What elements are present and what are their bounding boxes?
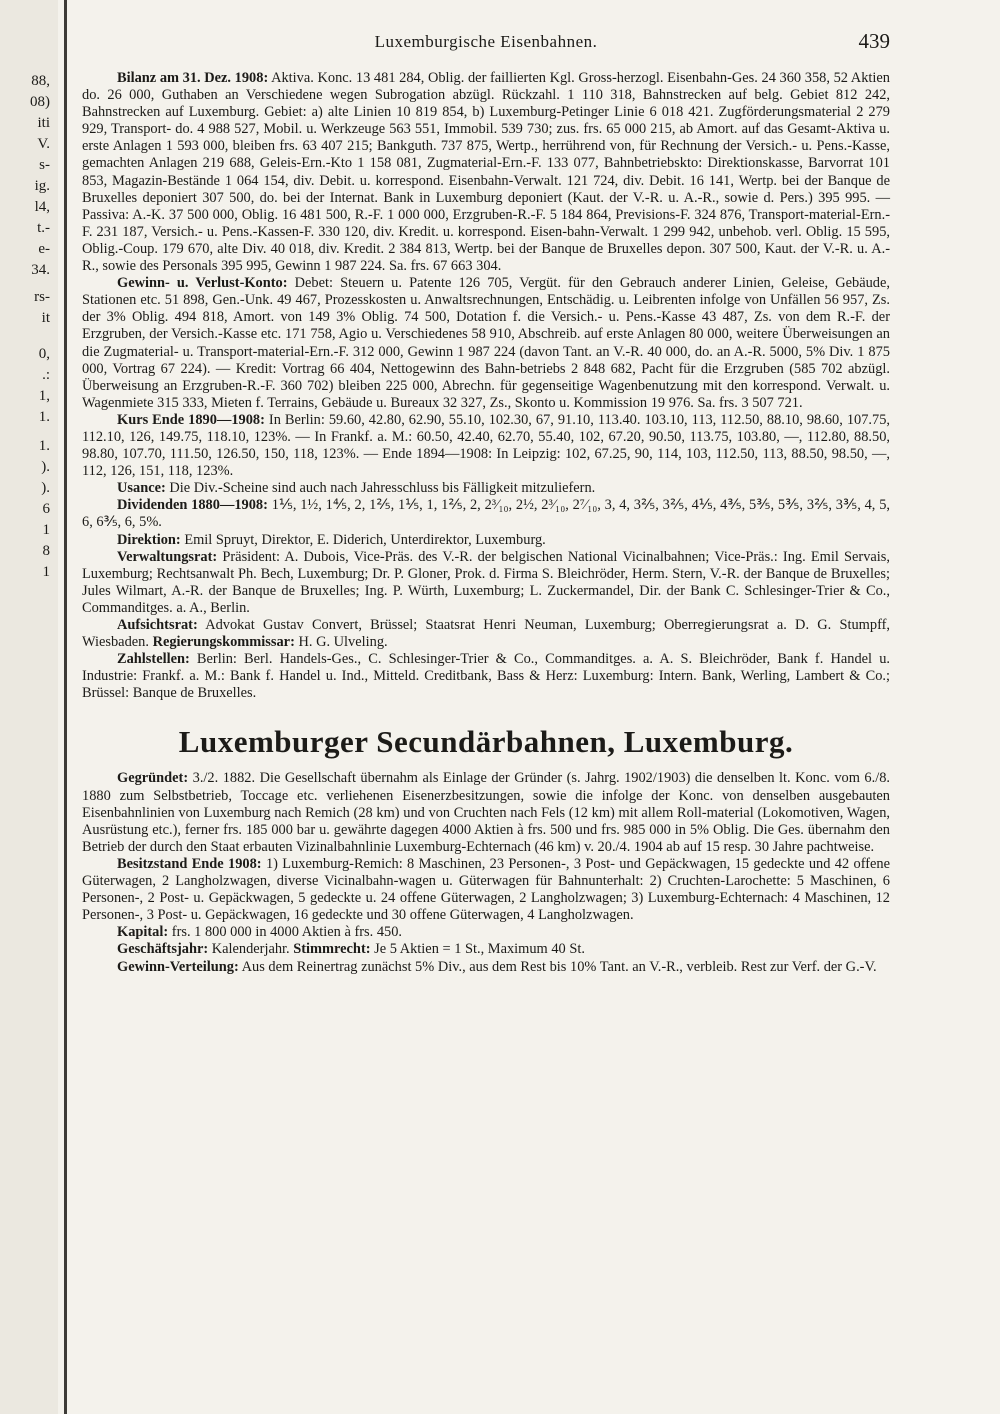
label-dividenden: Dividenden 1880—1908:	[117, 497, 268, 514]
margin-fragment: 1.	[38, 438, 50, 454]
text-kapital: frs. 1 800 000 in 4000 Aktien à frs. 450.	[171, 924, 403, 941]
margin-fragment: 1	[42, 564, 50, 580]
margin-fragment: .:	[42, 367, 50, 383]
margin-fragment: ).	[41, 480, 50, 496]
margin-fragment: iti	[37, 115, 50, 131]
text-usance: Die Div.-Scheine sind auch nach Jahresschluss bis Fälligkeit mitzuliefern.	[169, 480, 596, 497]
text-gegruendet: 3./2. 1882. Die Gesellschaft übernahm als Einlage der Gründer (s. Jahrg. 1902/1903) die denselben lt. Konc. vom 6./8. 1880 zum Selbstbetrieb, Toccage etc. verliehenen Eisenerzbesitzungen, sowie die infolge der Konc. von denselben ausgebauten Eisenbahnlinien von Luxemburg nach Remich (28 km) und von Cruchten nach Fels (12 km) mit allem Roll-material (Lokomotiven, Wagen, Ausrüstung etc.), ferner frs. 185 000 bar u. gewährte dagegen 4000 Aktien à frs. 500 und frs. 985 000 in 5% Oblig. Die Ges. übernahm den Betrieb der durch den Staat erbauten Vizinalbahnlinie Luxemburg-Echternach (46 km) v. 20./4. 1904 ab auf 15 resp. 30 Jahre pachtweise.	[82, 770, 890, 855]
company-heading: Luxemburger Secundärbahnen, Luxemburg.	[178, 724, 794, 760]
label-gewinn-verteilung: Gewinn-Verteilung:	[117, 958, 239, 975]
paragraph-aufsichtsrat	[82, 617, 890, 651]
margin-fragment: s-	[39, 157, 50, 173]
paragraph-gewinn-verlust	[82, 275, 890, 412]
margin-fragment: ig.	[34, 178, 50, 194]
paragraph-verwaltungsrat	[82, 549, 890, 617]
text-verwaltungsrat: Präsident: A. Dubois, Vice-Präs. des V.-R. der belgischen National Vicinalbahnen; Vice-Präs.: Ing. Emil Servais, Luxemburg; Rechtsanwalt Ph. Bech, Luxemburg; Dr. P. Gloner, Prok. d. Firma S. Bleichröder, Herm. Stern, V.-R. der Banque de Bruxelles; Jules Wilmart, A.-R. der Banque de Bruxelles; Ing. P. Würth, Luxemburg; L. Zuckermandel, Dir. der Bank C. Schlesinger-Trier & Co., Commanditges. a. A., Berlin.	[82, 548, 891, 616]
text-direktion: Emil Spruyt, Direktor, E. Diderich, Unterdirektor, Luxemburg.	[184, 531, 546, 548]
margin-fragment: 6	[42, 501, 50, 517]
page-header	[82, 29, 890, 62]
label-usance: Usance:	[117, 480, 166, 497]
label-gegruendet: Gegründet:	[117, 770, 189, 787]
margin-fragment: V.	[37, 136, 50, 152]
running-title: Luxemburgische Eisenbahnen.	[374, 32, 598, 51]
margin-fragment: 34.	[31, 262, 50, 278]
text-gewinn-verteilung: Aus dem Reinertrag zunächst 5% Div., aus dem Rest bis 10% Tant. an V.-R., verbleib. Rest zur Verf. der G.-V.	[241, 958, 877, 975]
label-besitzstand: Besitzstand Ende 1908:	[117, 855, 262, 872]
label-verwaltungsrat: Verwaltungsrat:	[117, 548, 218, 565]
label-aufsichtsrat: Aufsichtsrat:	[117, 617, 198, 633]
paragraph-kurs	[82, 412, 890, 480]
text-besitzstand: 1) Luxemburg-Remich: 8 Maschinen, 23 Personen-, 3 Post- und Gepäckwagen, 15 gedeckte und 42 offene Güterwagen, 2 Langholzwagen, diverse Vicinalbahn-wagen u. Güterwagen für Bahnunterhalt: 2) Cruchten-Larochette: 5 Maschinen, 6 Personen-, 2 Post- u. Gepäckwagen, 5 gedeckte u. 24 offene Güterwagen, 2 Langholzwagen; 3) Luxemburg-Echternach: 4 Maschinen, 12 Personen-, 3 Post- u. Gepäckwagen, 16 gedeckte und 30 offene Güterwagen, 4 Langholzwagen.	[82, 855, 891, 924]
section-luxemburgische-eisenbahnen	[82, 70, 890, 702]
margin-fragment: 1,	[38, 388, 50, 404]
page-binding-edge	[64, 0, 67, 1414]
margin-fragment: it	[41, 310, 50, 326]
paragraph-bilanz	[82, 70, 890, 275]
text-kurs: In Berlin: 59.60, 42.80, 62.90, 55.10, 102.30, 67, 91.10, 113.40. 103.10, 113, 112.50, 88.10, 98.60, 107.75, 112.10, 126, 149.75, 118.10, 123%. — In Frankf. a. M.: 60.50, 42.40, 62.70, 55.40, 102, 67.20, 90.50, 113.75, 103.80, —, 112.80, 88.50, 98.80, 107.70, 111.50, 126.50, 150, 118, 123%. — Ende 1894—1908: In Leipzig: 102, 67.25, 90, 114, 103, 112.50, 113, 88.50, 98.50, —, 112, 126, 151, 118, 123%.	[82, 411, 890, 480]
margin-fragment: 1	[42, 522, 50, 538]
label-geschaeftsjahr: Geschäftsjahr:	[117, 941, 209, 958]
margin-fragment: l4,	[34, 199, 50, 215]
paragraph-gewinn-verteilung	[82, 959, 890, 976]
margin-fragment: 88,	[31, 73, 50, 89]
text-regierungskommissar: H. G. Ulveling.	[298, 634, 388, 651]
label-kurs: Kurs Ende 1890—1908:	[117, 411, 265, 428]
label-kapital: Kapital:	[117, 924, 169, 941]
margin-fragment: e-	[38, 241, 50, 257]
text-gewinn-verlust: Debet: Steuern u. Patente 126 705, Vergüt. für den Gebrauch anderer Linien, Geleise, Gebäude, Stationen etc. 51 898, Gen.-Unk. 49 467, Prozesskosten u. Anwaltsrechnungen, Entschädig. u. Leibrenten infolge von Unfällen 56 957, Zs. der 3% Oblig. 494 818, Amort. von 149 3% Oblig. 74 500, Dotation f. die Versich.- u. Pens.-Kasse 43 487, Zs. von dem R.-F. der Erzgruben, der Versich.-Kasse etc. 171 758, Agio u. Verschiedenes 58 910, Abschreib. auf erste Anlagen 80 000, weitere Überweisungen an die Zugmaterial- u. Transport-material-Ern.-F. 312 000, Gewinn 1 987 224 (davon Tant. an V.-R. 40 000, do. an A.-R. 5000, 5% Div. 1 875 000, Vortrag 67 224). — Kredit: Vortrag 66 404, Nettogewinn des Bahn-betriebs 2 848 682, Pacht für die Erzgruben (585 702 abzügl. Überweisung an Erzgruben-R.-F. 360 702) bleiben 225 000, Abrechn. für gegenseitige Wagenbenutzung mit den korrespond. Verwalt. u. Wagenmiete 315 333, Mieten f. Terrains, Gebäude u. Bureaux 32 327, Zs., Skonto u. Kommission 19 976. Sa. frs. 3 507 721.	[82, 275, 890, 411]
facing-page-margin	[0, 0, 58, 1414]
text-bilanz: Aktiva. Konc. 13 481 284, Oblig. der faillierten Kgl. Gross-herzogl. Eisenbahn-Ges. 24 360 358, 52 Aktien do. 26 000, Guthaben an Verschiedene wegen Subrogation abzügl. Rückzahl. 1 110 318, Bahnstrecken auf belg. Gebiet 812 242, Bahnstrecken auf Luxemburg. Gebiet: a) alte Linien 10 819 854, b) Luxemburg-Petinger Linie 6 018 421. Zugförderungsmaterial 2 279 929, Transport- do. 4 988 527, Mobil. u. Werkzeuge 563 551, Immobil. 539 730; zus. frs. 65 000 215, ab Amort. auf das Gesamt-Aktiva u. erste Anlagen 1 593 000, bleiben frs. 63 407 215; Bankguth. 737 875, Wertp., herrührend von, für Rechnung der Versich.- u. Pens.-Kasse, gemachten Anlagen 219 688, Geleis-Ern.-Kto 1 158 081, Zugmaterial-Ern.-F. 133 077, Bahnbetriebskto: Direktionskasse, Barvorrat 101 853, Magazin-Bestände 1 064 154, div. Debit. u. korrespond. Eisenbahn-Verwalt. 121 724, div. Debit. 16 141, Wertp. bei der Banque de Bruxelles deponiert 307 500, do. bei der Internat. Bank in Luxemburg deponiert (Kaut. der V.-R. u. A.-R., sowie d. Pers.) 395 995. — Passiva: A.-K. 37 500 000, Oblig. 16 481 500, R.-F. 1 000 000, Erzgruben-R.-F. 5 184 864, Previsions-F. 324 876, Transport-material-Ern.-F. 231 187, Versich.- u. Pens.-Kassen-F. 330 120, div. Kredit. u. korrespond. Eisen-bahn-Verwalt. 1 299 942, unbehob. verl. Oblig. 15 595, Oblig.-Coup. 179 670, alte Div. 40 018, div. Kredit. 2 384 813, Wertp. bei der Banque de Bruxelles depon. 307 500, Kaut. der V.-R. u. A.-R., sowie des Personals 395 995, Gewinn 1 987 224. Sa. frs. 67 663 304.	[82, 70, 890, 275]
text-aufsichtsrat: Advokat Gustav Convert, Brüssel; Staatsrat Henri Neuman, Luxemburg; Oberregierungsrat a. D. G. Stumpff, Wiesbaden.	[82, 617, 890, 651]
paragraph-usance	[82, 480, 890, 497]
text-zahlstellen: Berlin: Berl. Handels-Ges., C. Schlesinger-Trier & Co., Commanditges. a. A. S. Bleichröder, Bank f. Handel u. Industrie: Frankf. a. M.: Bank f. Handel u. Ind., Mitteld. Creditbank, Bass & Herz: Luxemburg: Intern. Bank, Werling, Lambert & Co.; Brüssel: Banque de Bruxelles.	[82, 651, 890, 702]
paragraph-zahlstellen	[82, 651, 890, 702]
label-zahlstellen: Zahlstellen:	[117, 651, 190, 668]
label-stimmrecht: Stimmrecht:	[293, 941, 371, 958]
label-gewinn-verlust: Gewinn- u. Verlust-Konto:	[117, 275, 288, 292]
paragraph-dividenden	[82, 497, 890, 531]
margin-fragment: t.-	[37, 220, 50, 236]
label-bilanz: Bilanz am 31. Dez. 1908:	[117, 70, 269, 86]
label-regierungskommissar: Regierungskommissar:	[152, 634, 295, 651]
paragraph-kapital	[82, 924, 890, 941]
paragraph-direktion	[82, 532, 890, 549]
margin-fragment: 8	[42, 543, 50, 559]
label-direktion: Direktion:	[117, 531, 181, 548]
text-geschaeftsjahr: Kalenderjahr.	[211, 941, 290, 958]
paragraph-geschaeftsjahr	[82, 941, 890, 958]
margin-fragment: 1.	[38, 409, 50, 425]
margin-fragment: rs-	[34, 289, 50, 305]
book-page	[82, 29, 891, 976]
paragraph-gegruendet	[82, 770, 890, 855]
section-luxemburger-secundaerbahnen	[82, 770, 890, 975]
text-dividenden: 1⅕, 1½, 1⅘, 2, 1⅖, 1⅕, 1, 1⅖, 2, 2³⁄₁₀, 2½, 2³⁄₁₀, 2⁷⁄₁₀, 3, 4, 3⅖, 3⅖, 4⅕, 4⅗, 5⅗, 5⅗, 3⅖, 3⅗, 4, 5, 6, 6⅗, 6, 5%.	[82, 497, 890, 531]
paragraph-besitzstand	[82, 856, 890, 924]
text-stimmrecht: Je 5 Aktien = 1 St., Maximum 40 St.	[374, 941, 585, 958]
margin-fragment: ).	[41, 459, 50, 475]
margin-fragment: 08)	[30, 94, 50, 110]
page-number: 439	[858, 29, 890, 53]
margin-fragment: 0,	[38, 346, 50, 362]
